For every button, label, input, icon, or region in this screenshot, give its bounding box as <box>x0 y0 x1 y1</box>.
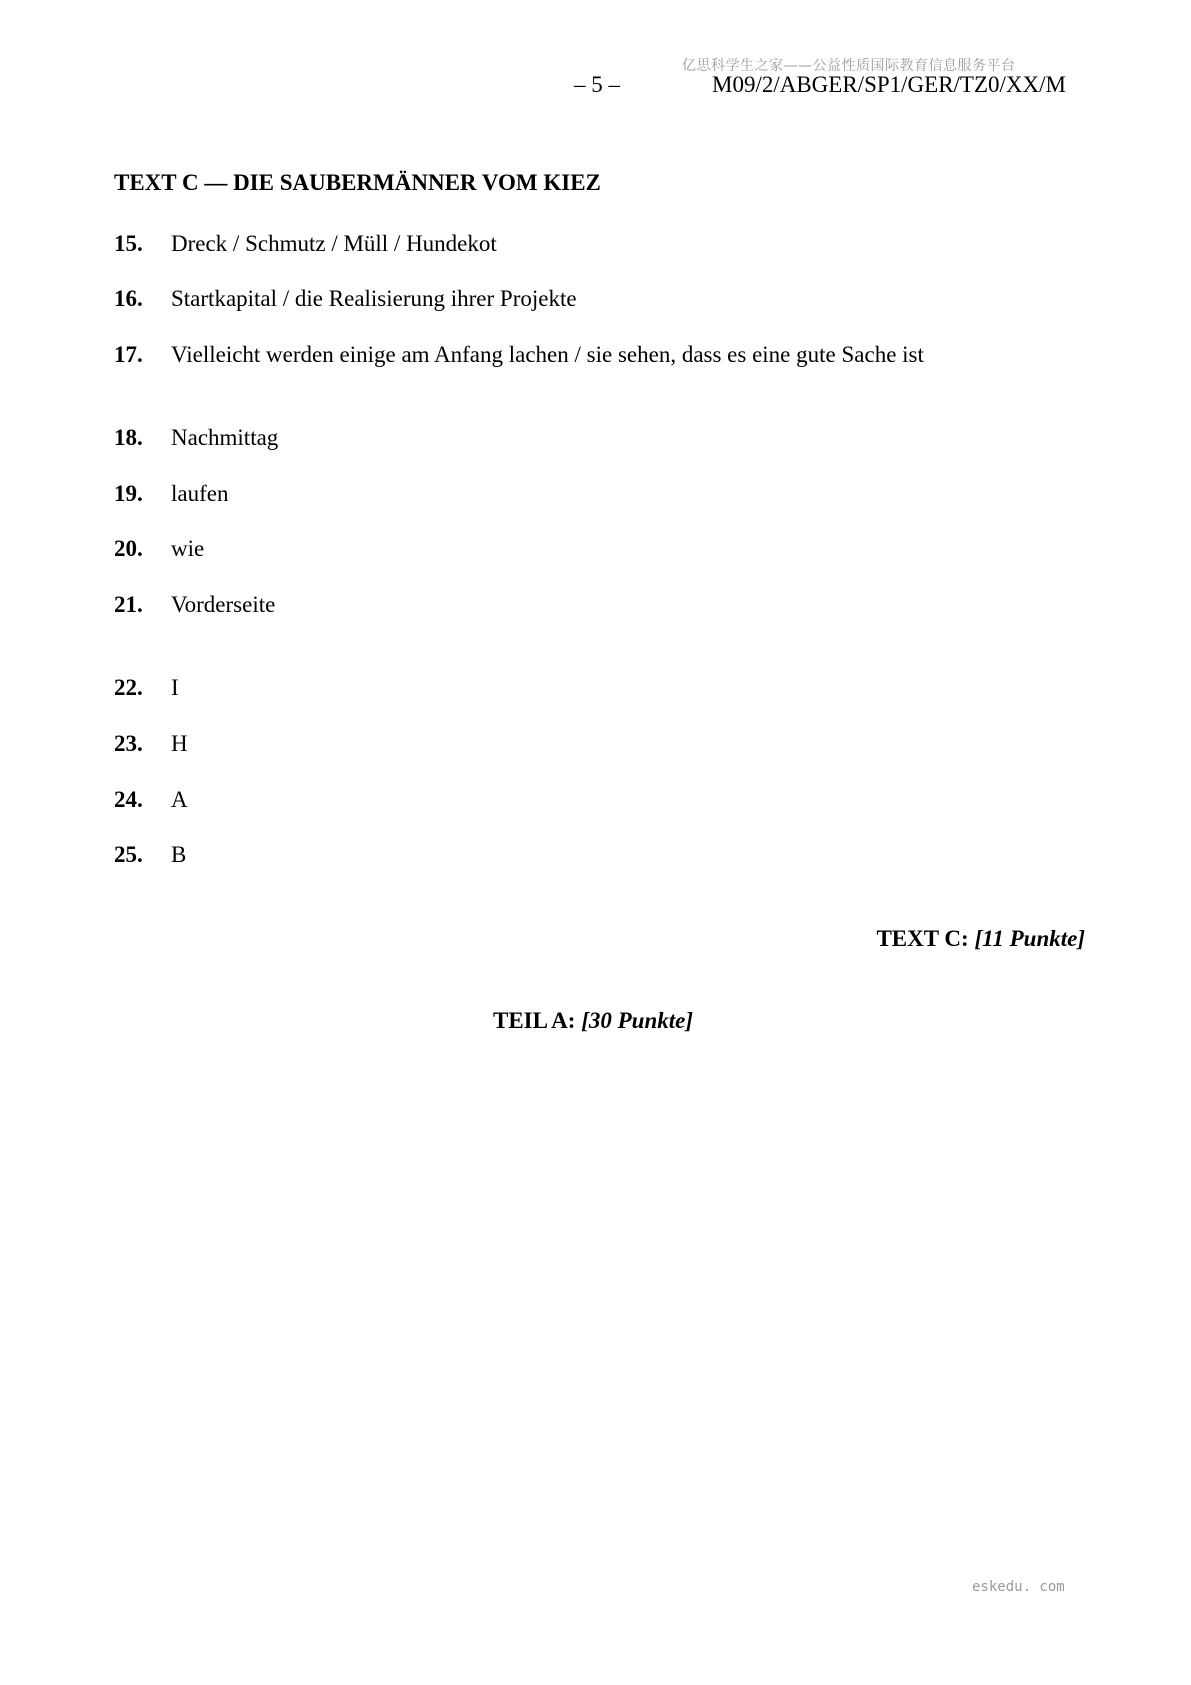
answer-number: 24. <box>114 787 143 812</box>
answer-text: Vorderseite <box>171 592 276 617</box>
answer-item <box>114 536 204 562</box>
answer-number: 20. <box>114 536 143 561</box>
document-code: M09/2/ABGER/SP1/GER/TZ0/XX/M <box>712 72 1066 97</box>
text-c-score-points: [11 Punkte] <box>974 926 1085 951</box>
answer-text: laufen <box>171 481 229 506</box>
answer-item <box>114 731 188 757</box>
teil-a-score-label: TEIL A: <box>493 1008 576 1033</box>
answer-text: Startkapital / die Realisierung ihrer Projekte <box>171 286 577 311</box>
answer-number: 21. <box>114 592 143 617</box>
watermark-top: 亿思科学生之家——公益性质国际教育信息服务平台 <box>682 58 1016 74</box>
answer-number: 23. <box>114 731 143 756</box>
answer-number: 25. <box>114 842 143 867</box>
answer-text: Nachmittag <box>171 425 279 450</box>
answer-item <box>114 286 577 312</box>
answer-item <box>114 342 924 368</box>
answer-number: 22. <box>114 675 143 700</box>
page-number: – 5 – <box>574 72 620 97</box>
answer-text: wie <box>171 536 205 561</box>
answer-number: 17. <box>114 342 143 367</box>
answer-text: A <box>171 787 188 812</box>
teil-a-score-points: [30 Punkte] <box>581 1008 694 1033</box>
text-c-score-label: TEXT C: <box>876 926 969 951</box>
answer-item <box>114 481 228 507</box>
answer-item <box>114 231 497 257</box>
answer-number: 15. <box>114 231 143 256</box>
answer-text: Vielleicht werden einige am Anfang lachen / sie sehen, dass es eine gute Sache ist <box>171 342 924 367</box>
answer-item <box>114 842 186 868</box>
watermark-bottom: eskedu. com <box>972 1579 1065 1595</box>
teil-a-score <box>493 1008 693 1034</box>
answer-item <box>114 675 179 701</box>
answer-number: 18. <box>114 425 143 450</box>
text-c-score <box>876 926 1085 952</box>
answer-text: B <box>171 842 187 867</box>
answer-item <box>114 425 278 451</box>
answer-text: I <box>171 675 179 700</box>
answer-text: H <box>171 731 188 756</box>
answer-number: 16. <box>114 286 143 311</box>
answer-text: Dreck / Schmutz / Müll / Hundekot <box>171 231 497 256</box>
answer-number: 19. <box>114 481 143 506</box>
section-title: TEXT C — DIE SAUBERMÄNNER VOM KIEZ <box>114 170 601 195</box>
answer-item <box>114 787 188 813</box>
answer-item <box>114 592 275 618</box>
